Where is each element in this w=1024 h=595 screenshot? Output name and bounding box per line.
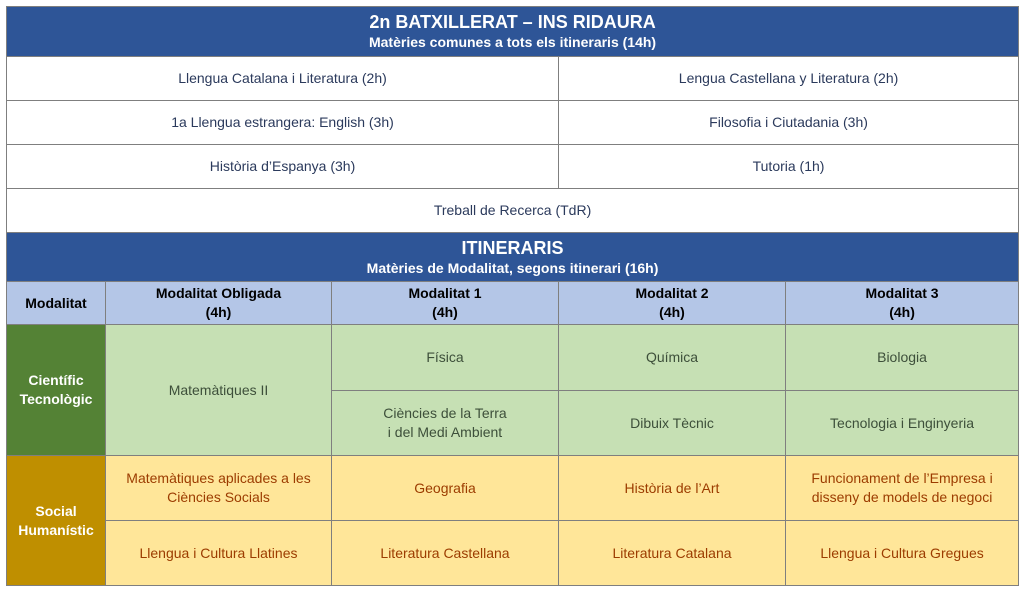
- cientific-subject: Física: [332, 325, 559, 391]
- page-title: 2n BATXILLERAT – INS RIDAURA: [369, 12, 656, 32]
- cientific-subject: Química: [559, 325, 786, 391]
- common-header: [7, 7, 1019, 57]
- column-header-modalitat: Modalitat: [7, 282, 106, 325]
- social-subject: Literatura Catalana: [559, 521, 786, 586]
- cientific-obligada: Matemàtiques II: [106, 325, 332, 456]
- social-subject: Història de l’Art: [559, 456, 786, 521]
- social-subject: Funcionament de l’Empresa i disseny de models de negoci: [786, 456, 1019, 521]
- cientific-subject: Ciències de la Terra i del Medi Ambient: [332, 391, 559, 456]
- common-subject: Lengua Castellana y Literatura (2h): [559, 57, 1019, 101]
- social-subject: Llengua i Cultura Gregues: [786, 521, 1019, 586]
- social-subject: Geografia: [332, 456, 559, 521]
- cientific-subject: Tecnologia i Enginyeria: [786, 391, 1019, 456]
- column-header-modalitat-1: Modalitat 1 (4h): [332, 282, 559, 325]
- common-subject: Història d’Espanya (3h): [7, 145, 559, 189]
- common-subject: 1a Llengua estrangera: English (3h): [7, 101, 559, 145]
- common-subtitle: Matèries comunes a tots els itineraris (14h): [368, 34, 657, 50]
- common-subject: Llengua Catalana i Literatura (2h): [7, 57, 559, 101]
- social-subject: Literatura Castellana: [332, 521, 559, 586]
- column-header-modalitat-2: Modalitat 2 (4h): [559, 282, 786, 325]
- itineraris-header: [7, 233, 1019, 282]
- common-subject: Filosofia i Ciutadania (3h): [559, 101, 1019, 145]
- curriculum-table: [6, 6, 1019, 586]
- column-header-modalitat-3: Modalitat 3 (4h): [786, 282, 1019, 325]
- common-subject: Tutoria (1h): [559, 145, 1019, 189]
- research-project: Treball de Recerca (TdR): [7, 189, 1019, 233]
- cientific-subject: Biologia: [786, 325, 1019, 391]
- column-header-obligada: Modalitat Obligada (4h): [106, 282, 332, 325]
- cientific-subject: Dibuix Tècnic: [559, 391, 786, 456]
- itinerary-label-cientific: Científic Tecnològic: [7, 325, 106, 456]
- itinerary-label-social: Social Humanístic: [7, 456, 106, 586]
- itineraris-subtitle: Matèries de Modalitat, segons itinerari (16h): [366, 259, 659, 276]
- social-subject: Matemàtiques aplicades a les Ciències Socials: [106, 456, 332, 521]
- itineraris-title: ITINERARIS: [461, 237, 564, 258]
- social-subject: Llengua i Cultura Llatines: [106, 521, 332, 586]
